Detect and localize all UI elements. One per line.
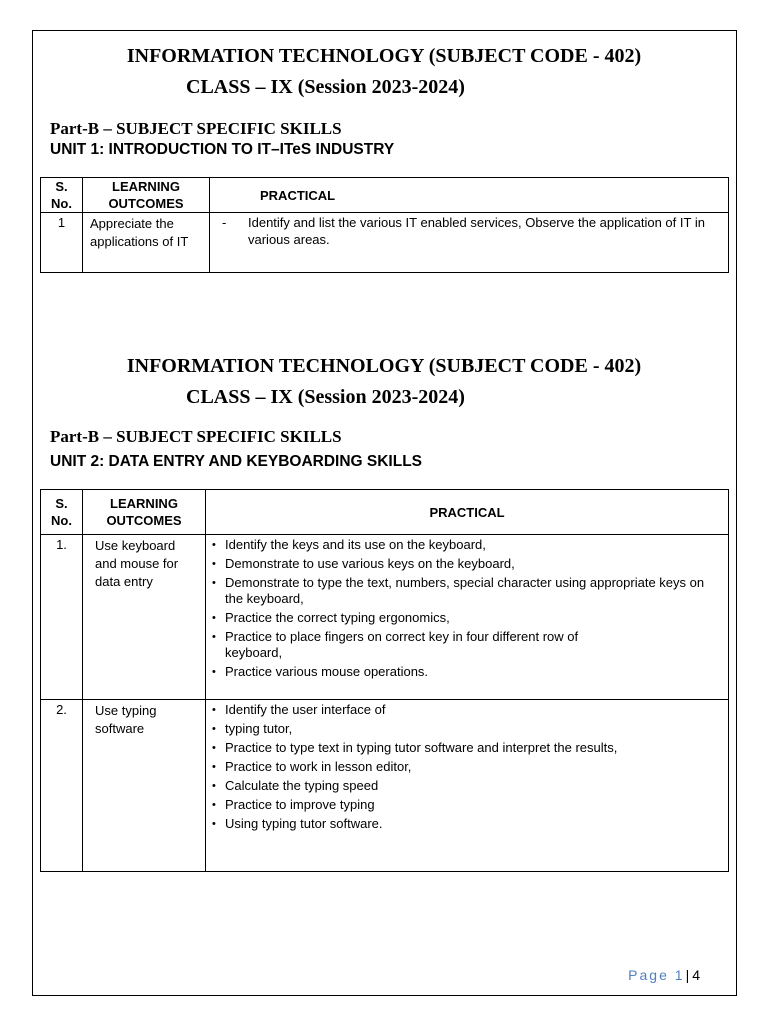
list-item	[210, 213, 728, 248]
sno-cell: 1.	[41, 535, 83, 700]
unit1-table	[40, 177, 729, 273]
list-item: • Using typing tutor software.	[212, 816, 720, 832]
part-heading: Part-B – SUBJECT SPECIFIC SKILLS	[50, 427, 342, 446]
outcome-cell: Use keyboard and mouse for data entry	[83, 535, 206, 700]
practical-list	[212, 537, 720, 680]
class-session: CLASS – IX (Session 2023-2024)	[186, 76, 465, 98]
page-separator: |	[685, 967, 690, 983]
sno-header-line1: S.	[55, 496, 68, 511]
list-item: • Demonstrate to use various keys on the keyboard,	[212, 556, 720, 572]
list-item: • Identify the user interface of	[212, 702, 720, 718]
sno-cell: 2.	[41, 700, 83, 872]
list-item: • Practice to place fingers on correct key in four different row of keyboard,	[212, 629, 720, 661]
list-item: • Practice various mouse operations.	[212, 664, 720, 680]
lo-header-line1: LEARNING	[110, 496, 178, 511]
unit2-table	[40, 489, 729, 872]
table-header-row	[41, 178, 729, 213]
lo-header-line2: OUTCOMES	[108, 196, 184, 211]
practical-header: PRACTICAL	[210, 178, 729, 213]
lo-header	[83, 178, 210, 213]
sno-cell: 1	[41, 213, 83, 273]
document-title: INFORMATION TECHNOLOGY (SUBJECT CODE - 402)	[126, 355, 642, 377]
table-row	[41, 213, 729, 273]
page-current: 1	[674, 967, 683, 983]
lo-header-line1: LEARNING	[112, 179, 180, 194]
practical-cell	[206, 535, 729, 700]
list-item: • Practice to improve typing	[212, 797, 720, 813]
lo-header	[83, 490, 206, 535]
unit-heading: UNIT 1: INTRODUCTION TO IT–ITeS INDUSTRY	[50, 141, 395, 158]
sno-header-line1: S.	[55, 179, 68, 194]
list-item: • Practice to work in lesson editor,	[212, 759, 720, 775]
practical-header: PRACTICAL	[206, 490, 729, 535]
dash-marker: -	[222, 215, 227, 230]
table-row	[41, 535, 729, 700]
document-title: INFORMATION TECHNOLOGY (SUBJECT CODE - 402)	[126, 45, 642, 67]
table-header-row	[41, 490, 729, 535]
unit-heading: UNIT 2: DATA ENTRY AND KEYBOARDING SKILLS	[50, 453, 423, 470]
list-item: • Practice to type text in typing tutor software and interpret the results,	[212, 740, 720, 756]
sno-header-line2: No.	[51, 513, 72, 528]
class-session: CLASS – IX (Session 2023-2024)	[186, 386, 465, 408]
lo-header-line2: OUTCOMES	[106, 513, 182, 528]
page-word: Page	[628, 967, 669, 983]
outcome-cell: Appreciate the applications of IT	[83, 213, 210, 273]
outcome-cell: Use typing software	[83, 700, 206, 872]
sno-header	[41, 490, 83, 535]
list-item: • Practice the correct typing ergonomics,	[212, 610, 720, 626]
part-heading: Part-B – SUBJECT SPECIFIC SKILLS	[50, 119, 342, 138]
practical-cell	[210, 213, 729, 273]
sno-header	[41, 178, 83, 213]
list-item: • Calculate the typing speed	[212, 778, 720, 794]
table-row	[41, 700, 729, 872]
sno-header-line2: No.	[51, 196, 72, 211]
page-footer	[628, 967, 700, 983]
practical-list	[212, 702, 720, 832]
list-item: • Demonstrate to type the text, numbers, special character using appropriate keys on the keyboard,	[212, 575, 720, 607]
page-total: 4	[692, 967, 700, 983]
list-item: • Identify the keys and its use on the keyboard,	[212, 537, 720, 553]
list-item: • typing tutor,	[212, 721, 720, 737]
practical-text: Identify and list the various IT enabled services, Observe the application of IT in various areas.	[248, 215, 705, 247]
practical-cell	[206, 700, 729, 872]
